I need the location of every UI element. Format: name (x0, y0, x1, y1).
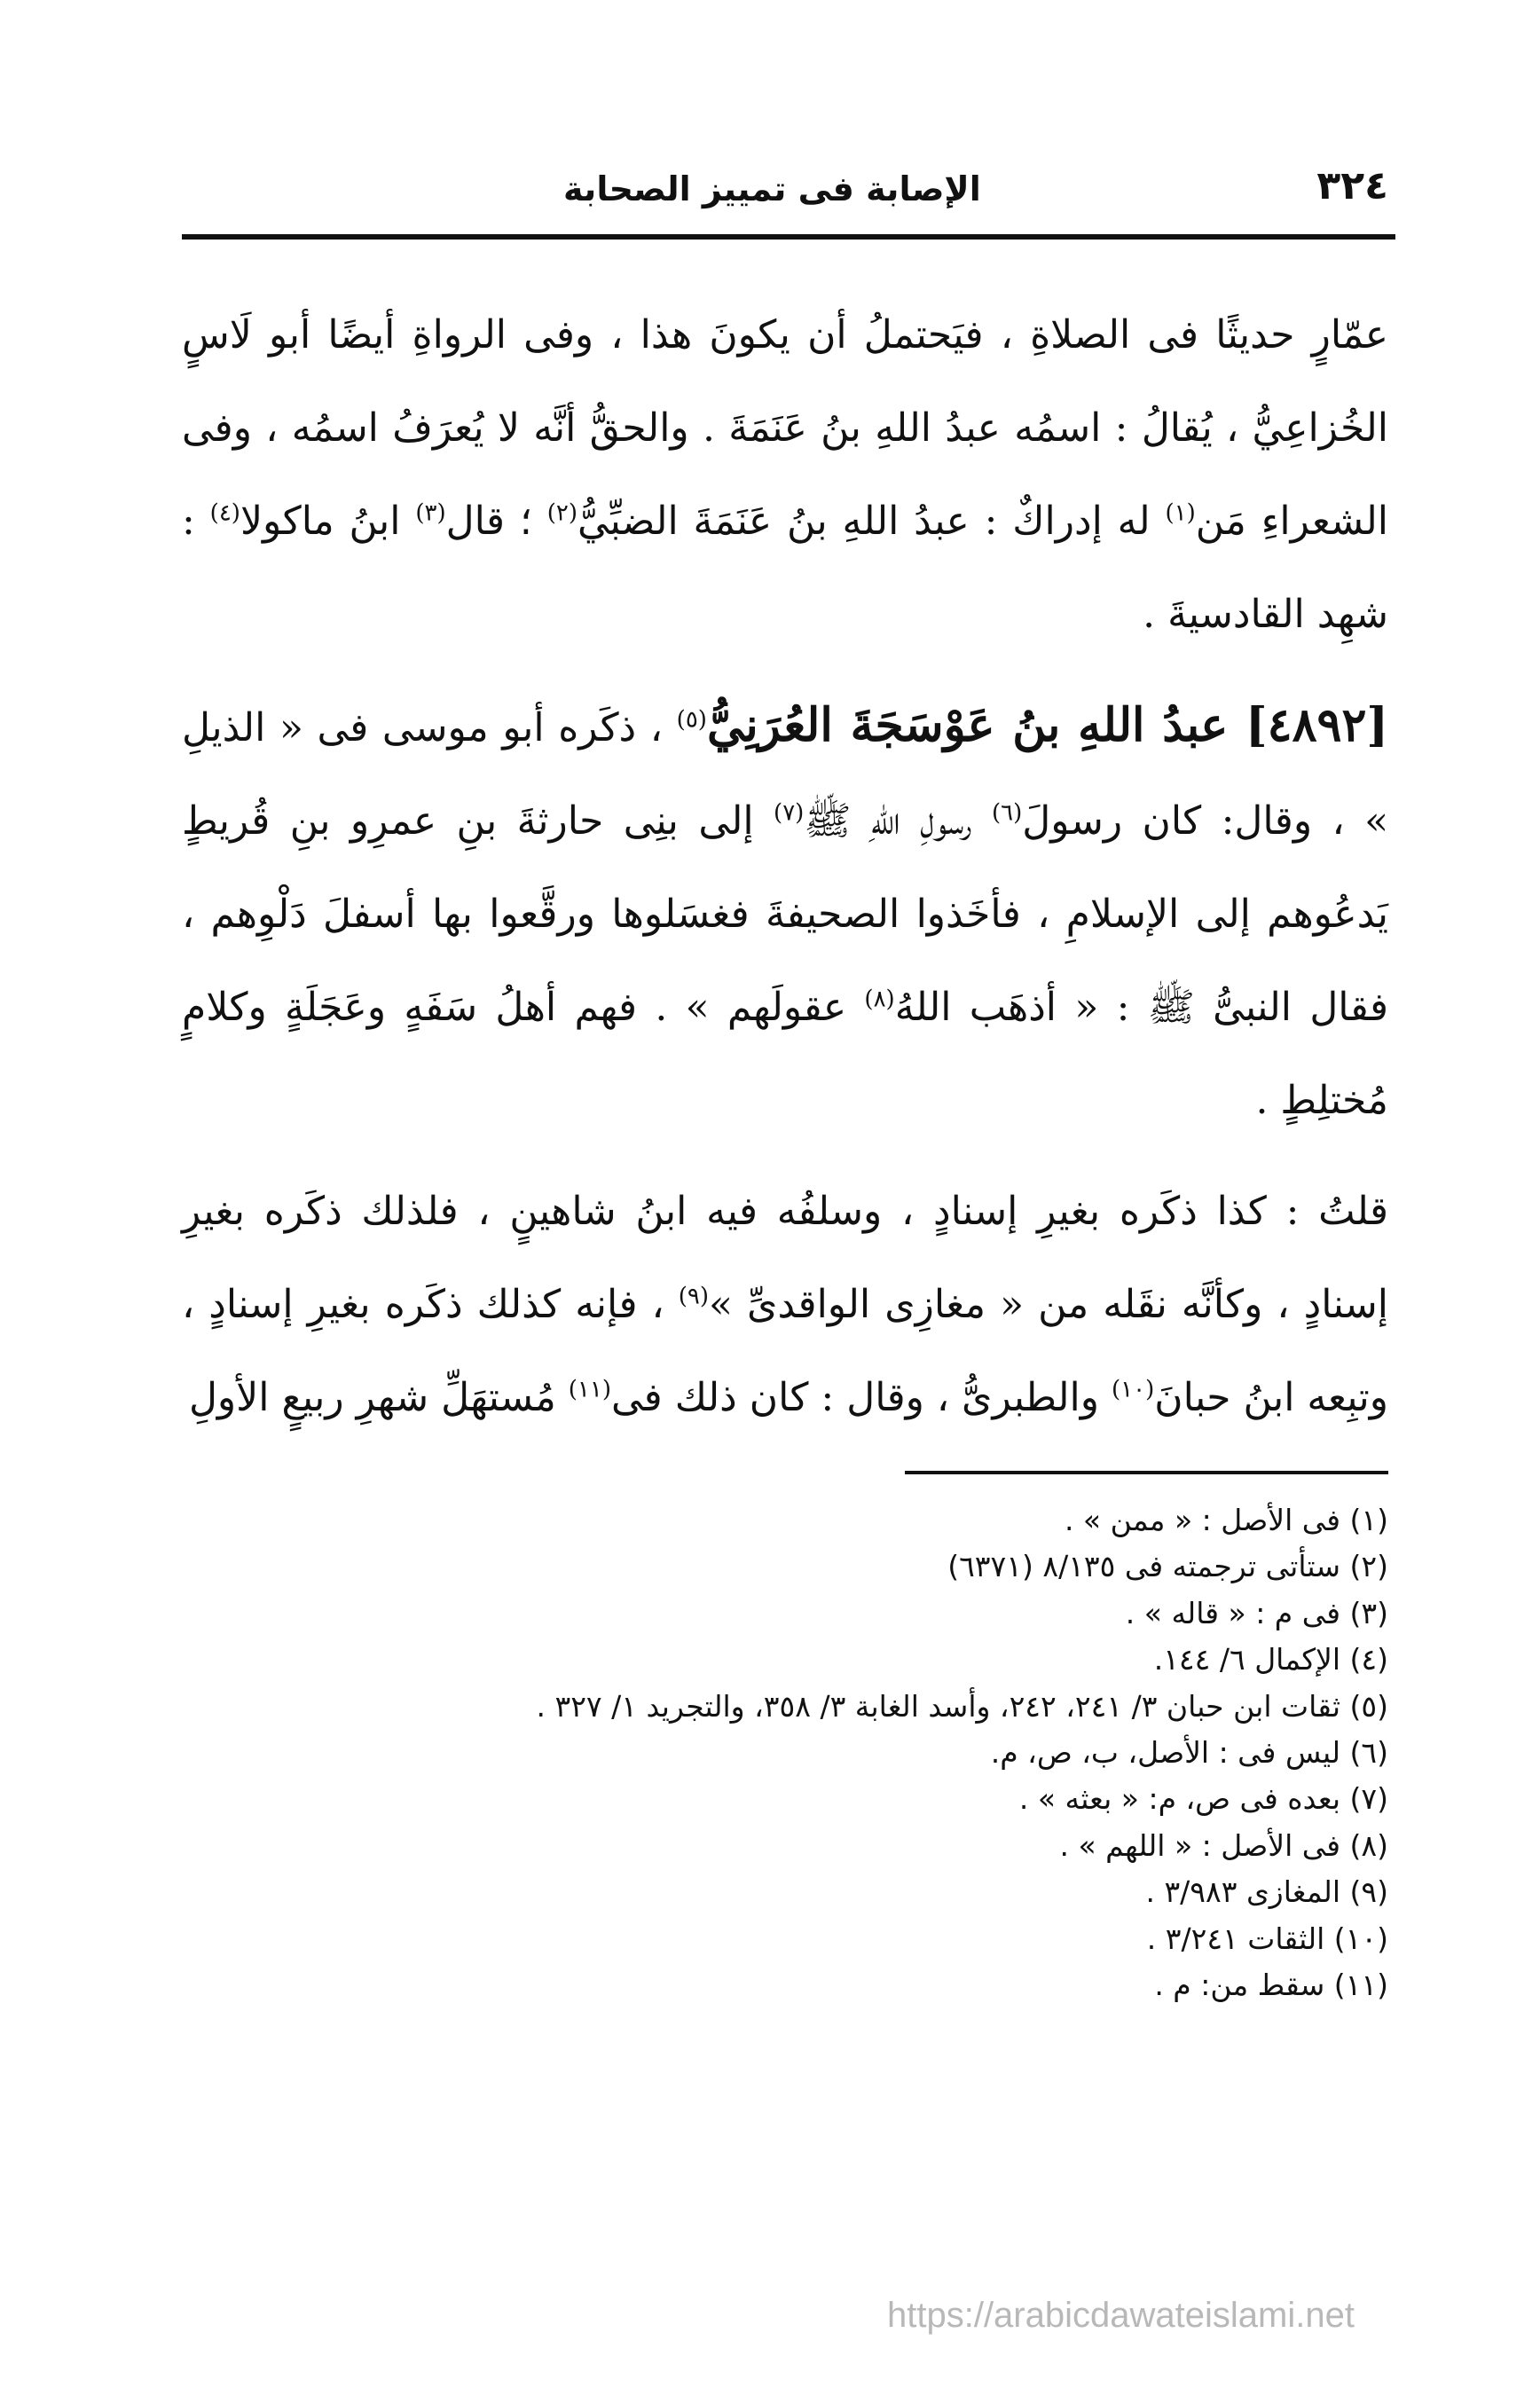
footnote-marker: (١١) (568, 1376, 611, 1403)
footnote: (٨) فى الأصل : « اللهم » . (1059, 1827, 1388, 1863)
text-run: مُستهَلِّ شهرِ ربيعٍ الأولِ (188, 1375, 569, 1420)
text-run: والطبرىُّ ، وقال : كان ذلك فى (611, 1375, 1112, 1420)
footnote-marker: (٢) (546, 499, 578, 527)
text-run: إلى بنِى حارثةَ بنِ عمرِو بنِ قُريطٍ يَدعُوهم إلى الإسلامِ ، فأخَذوا الصحيفةَ فغسَلوها ورقَّعوا بها أسفلَ دَلْوِهم ، فقال النبىُّ ﷺ : « أذهَب اللهُ (182, 798, 1388, 1030)
text-run: له إدراكٌ : عبدُ اللهِ بنُ عَنَمَةَ الضبِّيُّ (577, 499, 1166, 544)
text-run: عمّارٍ حديثًا فى الصلاةِ ، فيَحتملُ أن يكونَ هذا ، وفى الرواةِ أيضًا أبو لَاسٍ الخُزاعِيُّ ، يُقالُ : اسمُه عبدُ اللهِ بنُ عَنَمَةَ . والحقُّ أنَّه لا يُعرَفُ اسمُه ، وفى الشعراءِ مَن (182, 312, 1388, 544)
footnote-marker: (٣) (415, 499, 446, 527)
footnote: (١١) سقط من: م . (1154, 1968, 1388, 2003)
header-rule (182, 234, 1395, 240)
footnote: (١٠) الثقات ٣/٢٤١ . (1146, 1921, 1388, 1956)
text-run: ؛ قال (445, 499, 547, 544)
entry-heading: [٤٨٩٢] عبدُ اللهِ بنُ عَوْسَجَةَ العُرَنِيُّ (706, 698, 1388, 752)
footnote-marker: (١٠) (1112, 1376, 1155, 1403)
footnote: (٢) ستأتى ترجمته فى ٨/١٣٥ (٦٣٧١) (947, 1549, 1388, 1584)
text-run: عقولَهم » . فهم أهلُ سَفَهٍ وعَجَلَةٍ وكلامٍ مُختلِطٍ . (182, 985, 1388, 1123)
footnote-marker: (٦) (992, 799, 1023, 827)
watermark-url: https://arabicdawateislami.net (887, 2296, 1355, 2335)
paragraph (182, 1165, 1388, 1444)
page-header (182, 146, 1388, 208)
footnote: (٧) بعده فى ص، م: « بعثه » . (1018, 1781, 1388, 1817)
footnote-marker: (٤) (209, 499, 240, 527)
footnotes-list (182, 1497, 1388, 2008)
footnote-marker: (٩) (678, 1283, 710, 1310)
footnote: (٣) فى م : « قاله » . (1125, 1595, 1388, 1630)
footnote-marker: (١) (1165, 499, 1196, 527)
paragraph (182, 288, 1388, 661)
text-run: ، فإنه كذلك ذكَره بغيرِ إسنادٍ ، وتبِعه ابنُ حبانَ (182, 1282, 1388, 1420)
text-run: ، ذكَره أبو موسى فى « الذيلِ » ، وقال: كان رسولَ (182, 705, 1388, 844)
footnote: (٦) ليس فى : الأصل، ب، ص، م. (990, 1735, 1388, 1771)
text-run: قلتُ : كذا ذكَره بغيرِ إسنادٍ ، وسلفُه فيه ابنُ شاهينٍ ، فلذلك ذكَره بغيرِ إسنادٍ ، وكأنَّه نقَله من « مغازِى الواقدىِّ » (182, 1189, 1388, 1327)
footnote-marker: (٥) (676, 706, 707, 734)
footnote: (٩) المغازى ٣/٩٨٣ . (1145, 1874, 1388, 1910)
text-run: ابنُ ماكولا (240, 499, 416, 544)
main-text (182, 288, 1388, 1444)
footnote-marker: (٧) (774, 799, 805, 827)
footnote-marker: (٨) (864, 986, 895, 1013)
paragraph-entry-4892 (182, 679, 1388, 1147)
running-title: الإصابة فى تمييز الصحابة (563, 169, 981, 208)
footnote: (١) فى الأصل : « ممن » . (1064, 1503, 1388, 1537)
footnote-separator (905, 1471, 1388, 1474)
footnote: (٤) الإكمال ٦/ ١٤٤. (1153, 1642, 1388, 1677)
footnote: (٥) ثقات ابن حبان ٣/ ٢٤١، ٢٤٢، وأسد الغابة ٣/ ٣٥٨، والتجريد ١/ ٣٢٧ . (536, 1688, 1388, 1724)
text-run: : شهِد القادسيةَ . (182, 499, 1388, 637)
text-run: رسولِ اللهِ ﷺ (804, 798, 993, 844)
page-number: ٣٢٤ (1316, 163, 1388, 208)
